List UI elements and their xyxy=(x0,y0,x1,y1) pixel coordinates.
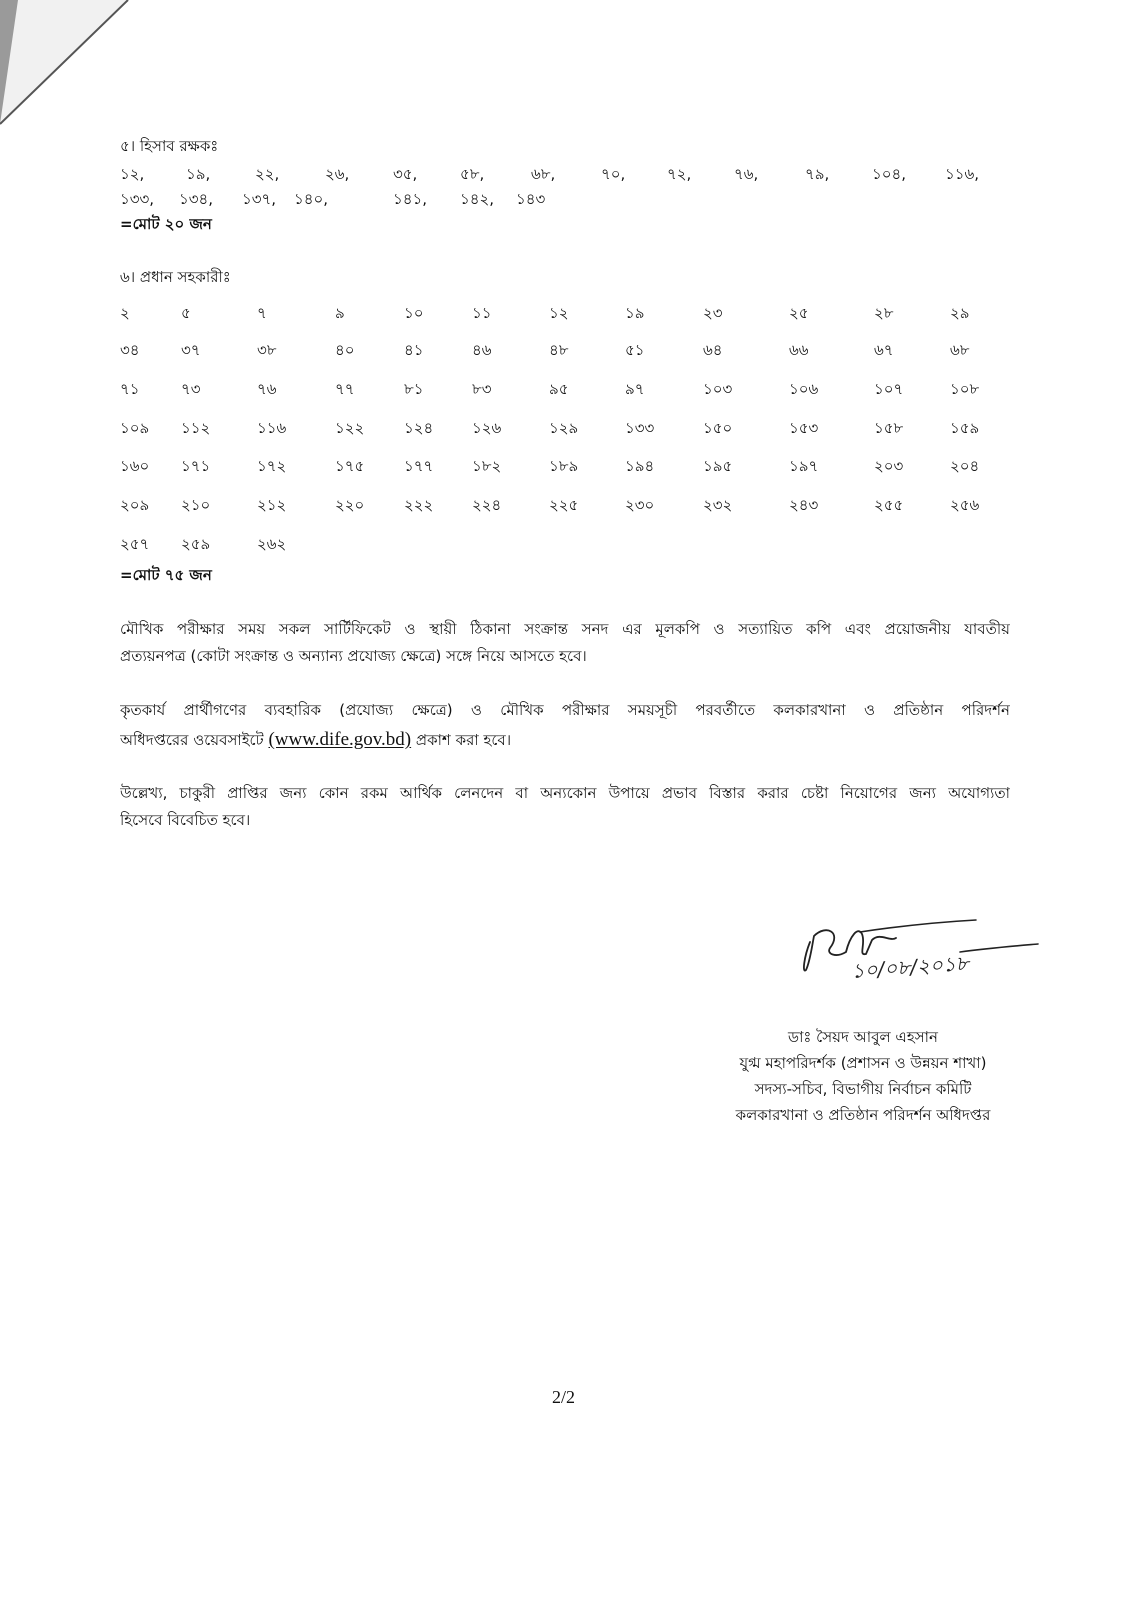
section-5-heading: ৫। হিসাব রক্ষকঃ xyxy=(120,137,219,155)
head-assistant-roll-number: ৬৭ xyxy=(874,341,894,359)
head-assistant-roll-number: ৯ xyxy=(335,304,345,322)
head-assistant-roll-number: ১২৪ xyxy=(404,419,434,437)
accountant-roll-number: ১৯, xyxy=(186,165,211,183)
section-6-total: =মোট ৭৫ জন xyxy=(120,566,212,584)
head-assistant-roll-number: ৫ xyxy=(181,304,191,322)
accountant-roll-number: ১০৪, xyxy=(872,165,906,183)
accountant-roll-number: ১৪৩ xyxy=(516,190,546,208)
head-assistant-roll-number: ২১২ xyxy=(257,496,287,514)
head-assistant-roll-number: ৩৭ xyxy=(181,341,201,359)
accountant-roll-number: ১৪১, xyxy=(393,190,427,208)
website-link[interactable]: (www.dife.gov.bd) xyxy=(268,729,412,750)
accountant-roll-number: ৭০, xyxy=(601,165,626,183)
head-assistant-roll-number: ৪৬ xyxy=(472,341,492,359)
head-assistant-roll-number: ১৬০ xyxy=(120,457,150,475)
head-assistant-roll-number: ৪০ xyxy=(335,341,355,359)
head-assistant-roll-number: ১৯৪ xyxy=(625,457,655,475)
head-assistant-roll-number: ১১৬ xyxy=(257,419,287,437)
head-assistant-roll-number: ২৩০ xyxy=(625,496,655,514)
accountant-roll-number: ১২, xyxy=(120,165,145,183)
head-assistant-roll-number: ২৪৩ xyxy=(789,496,819,514)
accountant-roll-number: ৭২, xyxy=(667,165,692,183)
head-assistant-roll-number: ৮৩ xyxy=(472,380,492,398)
head-assistant-roll-number: ৪১ xyxy=(404,341,424,359)
head-assistant-roll-number: ৩৪ xyxy=(120,341,140,359)
head-assistant-roll-number: ৯৫ xyxy=(549,380,569,398)
head-assistant-roll-number: ১৯৭ xyxy=(789,457,819,475)
head-assistant-roll-number: ১০৭ xyxy=(874,380,904,398)
accountant-roll-number: ৭৬, xyxy=(734,165,759,183)
section-6-heading: ৬। প্রধান সহকারীঃ xyxy=(120,268,231,286)
head-assistant-roll-number: ২০৯ xyxy=(120,496,150,514)
head-assistant-roll-number: ২৬২ xyxy=(257,535,287,553)
accountant-roll-number: ৫৮, xyxy=(460,165,485,183)
head-assistant-roll-number: ১৮২ xyxy=(472,457,502,475)
head-assistant-roll-number: ১২ xyxy=(549,304,569,322)
signature-date: ১০/০৮/২০১৮ xyxy=(850,950,970,983)
head-assistant-roll-number: ১৫০ xyxy=(703,419,733,437)
head-assistant-roll-number: ১৯ xyxy=(625,304,645,322)
accountant-roll-number: ৭৯, xyxy=(805,165,830,183)
head-assistant-roll-number: ২৫৭ xyxy=(120,535,150,553)
head-assistant-roll-number: ২৫৯ xyxy=(181,535,211,553)
signatory-designation: যুগ্ম মহাপরিদর্শক (প্রশাসন ও উন্নয়ন শাখা) xyxy=(739,1054,987,1072)
head-assistant-roll-number: ১০৬ xyxy=(789,380,819,398)
head-assistant-roll-number: ১১ xyxy=(472,304,492,322)
head-assistant-roll-number: ৭৩ xyxy=(181,380,201,398)
note-1-line-1: মৌখিক পরীক্ষার সময় সকল সার্টিফিকেট ও স্থায়ী ঠিকানা সংক্রান্ত সনদ এর মূলকপি ও সত্যায়িত কপি এবং প্রয়োজনীয় যাবতীয় xyxy=(120,620,1010,638)
head-assistant-roll-number: ২২২ xyxy=(404,496,434,514)
head-assistant-roll-number: ২২৪ xyxy=(472,496,502,514)
accountant-roll-number: ৩৫, xyxy=(393,165,418,183)
accountant-roll-number: ১৩৪, xyxy=(179,190,213,208)
note-2-line-2-prefix: অধিদপ্তরের ওয়েবসাইটে xyxy=(120,731,269,749)
accountant-roll-number: ৬৮, xyxy=(531,165,556,183)
head-assistant-roll-number: ২৩২ xyxy=(703,496,733,514)
head-assistant-roll-number: ১১২ xyxy=(181,419,211,437)
note-2-line-1: কৃতকার্য প্রার্থীগণের ব্যবহারিক (প্রযোজ্য ক্ষেত্রে) ও মৌখিক পরীক্ষার সময়সূচী পরবর্তীতে কলকারখানা ও প্রতিষ্ঠান পরিদর্শন xyxy=(120,701,1010,719)
head-assistant-roll-number: ২৯ xyxy=(950,304,970,322)
accountant-roll-number: ২৬, xyxy=(325,165,350,183)
note-2-line-2 xyxy=(120,729,1010,751)
head-assistant-roll-number: ৫১ xyxy=(625,341,645,359)
head-assistant-roll-number: ৮১ xyxy=(404,380,424,398)
head-assistant-roll-number: ১৭৭ xyxy=(404,457,434,475)
head-assistant-roll-number: ২১০ xyxy=(181,496,211,514)
head-assistant-roll-number: ১৫৮ xyxy=(874,419,904,437)
head-assistant-roll-number: ২০৩ xyxy=(874,457,904,475)
head-assistant-roll-number: ১২৯ xyxy=(549,419,579,437)
note-3-line-1: উল্লেখ্য, চাকুরী প্রাপ্তির জন্য কোন রকম আর্থিক লেনদেন বা অন্যকোন উপায়ে প্রভাব বিস্তার করার চেষ্টা নিয়োগের জন্য অযোগ্যতা xyxy=(120,784,1010,802)
head-assistant-roll-number: ২০৪ xyxy=(950,457,980,475)
head-assistant-roll-number: ১৩৩ xyxy=(625,419,655,437)
accountant-roll-number: ১৪০, xyxy=(294,190,328,208)
head-assistant-roll-number: ২২৫ xyxy=(549,496,579,514)
head-assistant-roll-number: ২৫ xyxy=(789,304,809,322)
note-1-line-2: প্রত্যয়নপত্র (কোটা সংক্রান্ত ও অন্যান্য প্রযোজ্য ক্ষেত্রে) সঙ্গে নিয়ে আসতে হবে। xyxy=(120,647,587,665)
accountant-roll-number: ১৩৭, xyxy=(242,190,277,208)
section-5-total: =মোট ২০ জন xyxy=(120,215,212,233)
head-assistant-roll-number: ২৫৫ xyxy=(874,496,904,514)
note-3-line-2: হিসেবে বিবেচিত হবে। xyxy=(120,811,251,829)
accountant-roll-number: ১৩৩, xyxy=(120,190,155,208)
head-assistant-roll-number: ৭৭ xyxy=(335,380,355,398)
head-assistant-roll-number: ১০৯ xyxy=(120,419,150,437)
head-assistant-roll-number: ৩৮ xyxy=(257,341,277,359)
handwritten-signature xyxy=(800,912,1050,1007)
page-number: 2/2 xyxy=(551,1387,575,1407)
head-assistant-roll-number: ৬৪ xyxy=(703,341,723,359)
head-assistant-roll-number: ১০৩ xyxy=(703,380,733,398)
accountant-roll-number: ১৪২, xyxy=(460,190,494,208)
signatory-block xyxy=(690,1024,1036,1128)
head-assistant-roll-number: ১০৮ xyxy=(950,380,980,398)
head-assistant-roll-number: ১৫৯ xyxy=(950,419,980,437)
signatory-name: ডাঃ সৈয়দ আবুল এহসান xyxy=(788,1028,938,1046)
head-assistant-roll-number: ৪৮ xyxy=(549,341,569,359)
head-assistant-roll-number: ১৭২ xyxy=(257,457,287,475)
note-2-line-2-suffix: প্রকাশ করা হবে। xyxy=(411,731,512,749)
head-assistant-roll-number: ১৯৫ xyxy=(703,457,733,475)
head-assistant-roll-number: ২৩ xyxy=(703,304,723,322)
head-assistant-roll-number: ১০ xyxy=(404,304,424,322)
head-assistant-roll-number: ১২২ xyxy=(335,419,365,437)
head-assistant-roll-number: ২ xyxy=(120,304,130,322)
signatory-office: কলকারখানা ও প্রতিষ্ঠান পরিদর্শন অধিদপ্তর xyxy=(735,1106,991,1124)
head-assistant-roll-number: ৭ xyxy=(257,304,267,322)
signatory-role: সদস্য-সচিব, বিভাগীয় নির্বাচন কমিটি xyxy=(754,1080,972,1098)
head-assistant-roll-number: ২৮ xyxy=(874,304,894,322)
head-assistant-roll-number: ২৫৬ xyxy=(950,496,980,514)
head-assistant-roll-number: ৬৮ xyxy=(950,341,970,359)
head-assistant-roll-number: ১৭৫ xyxy=(335,457,365,475)
scan-corner-fold xyxy=(0,0,140,135)
accountant-roll-number: ২২, xyxy=(255,165,280,183)
head-assistant-roll-number: ৬৬ xyxy=(789,341,809,359)
head-assistant-roll-number: ৯৭ xyxy=(625,380,645,398)
head-assistant-roll-number: ১৮৯ xyxy=(549,457,579,475)
head-assistant-roll-number: ৭১ xyxy=(120,380,140,398)
head-assistant-roll-number: ১৭১ xyxy=(181,457,211,475)
head-assistant-roll-number: ৭৬ xyxy=(257,380,277,398)
head-assistant-roll-number: ১২৬ xyxy=(472,419,502,437)
head-assistant-roll-number: ১৫৩ xyxy=(789,419,819,437)
accountant-roll-number: ১১৬, xyxy=(945,165,979,183)
head-assistant-roll-number: ২২০ xyxy=(335,496,365,514)
